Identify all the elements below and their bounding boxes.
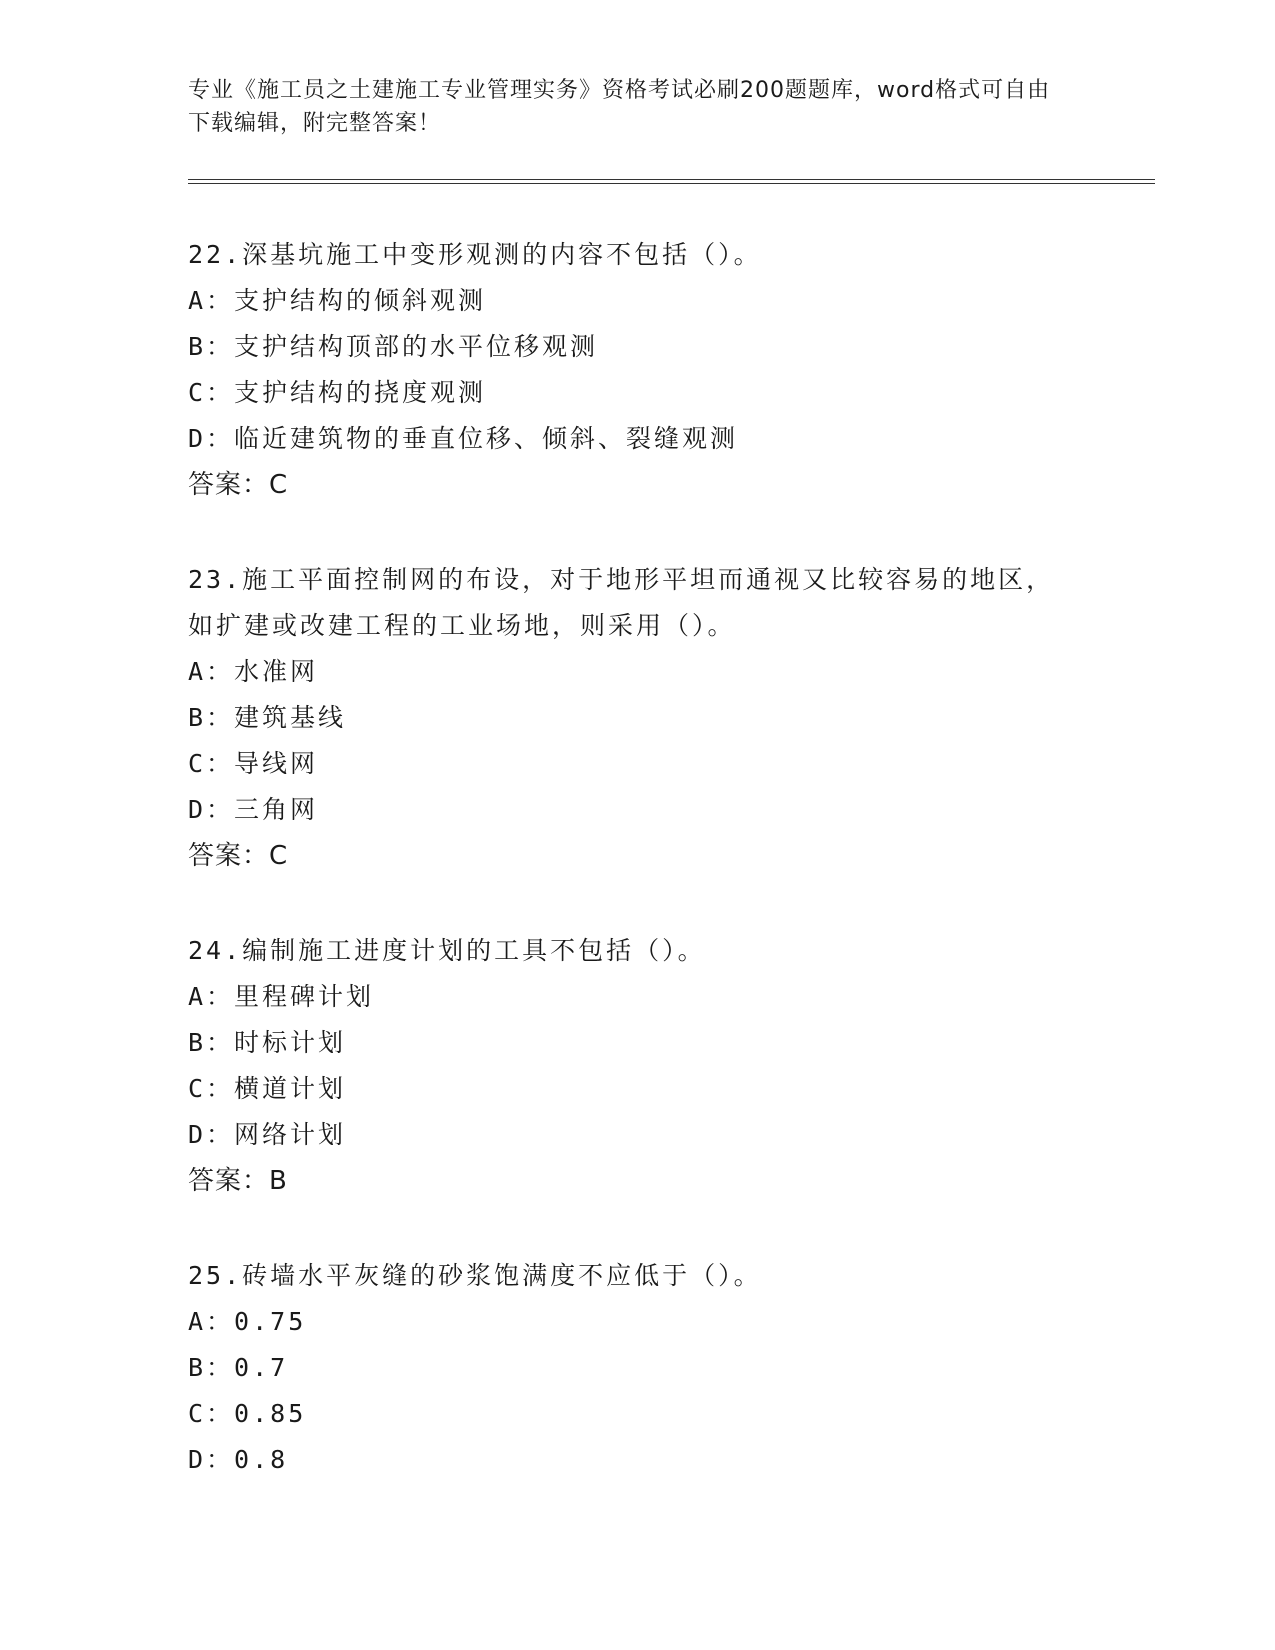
question-25	[188, 1253, 1088, 1483]
option-a: A：支护结构的倾斜观测	[188, 286, 487, 315]
option-c: C：横道计划	[188, 1074, 347, 1103]
option-a: A：0.75	[188, 1307, 307, 1336]
option-b: B：支护结构顶部的水平位移观测	[188, 332, 599, 361]
option-d: D：三角网	[188, 795, 319, 824]
option-c: C：支护结构的挠度观测	[188, 378, 487, 407]
option-a: A：水准网	[188, 657, 319, 686]
answer-label: 答案：B	[188, 1166, 288, 1196]
question-22	[188, 232, 1088, 508]
option-c: C：导线网	[188, 749, 319, 778]
option-c: C：0.85	[188, 1399, 307, 1428]
question-stem: 24.编制施工进度计划的工具不包括（）。	[188, 936, 706, 965]
option-b: B：建筑基线	[188, 703, 347, 732]
question-stem: 23.施工平面控制网的布设，对于地形平坦而通视又比较容易的地区，如扩建或改建工程的工业场地，则采用（）。	[188, 565, 1055, 640]
document-title: 专业《施工员之土建施工专业管理实务》资格考试必刷200题题库，word格式可自由下载编辑，附完整答案！	[188, 78, 1051, 136]
answer-label: 答案：C	[188, 841, 289, 871]
option-d: D：网络计划	[188, 1120, 347, 1149]
question-stem: 25.砖墙水平灰缝的砂浆饱满度不应低于（）。	[188, 1261, 762, 1290]
option-d: D：0.8	[188, 1445, 289, 1474]
question-stem: 22.深基坑施工中变形观测的内容不包括（）。	[188, 240, 762, 269]
question-24	[188, 928, 1088, 1204]
option-a: A：里程碑计划	[188, 982, 375, 1011]
answer-label: 答案：C	[188, 470, 289, 500]
option-d: D：临近建筑物的垂直位移、倾斜、裂缝观测	[188, 424, 739, 453]
question-list	[188, 232, 1088, 1532]
option-b: B：时标计划	[188, 1028, 347, 1057]
question-23	[188, 557, 1088, 879]
header-divider	[188, 179, 1155, 184]
option-b: B：0.7	[188, 1353, 289, 1382]
